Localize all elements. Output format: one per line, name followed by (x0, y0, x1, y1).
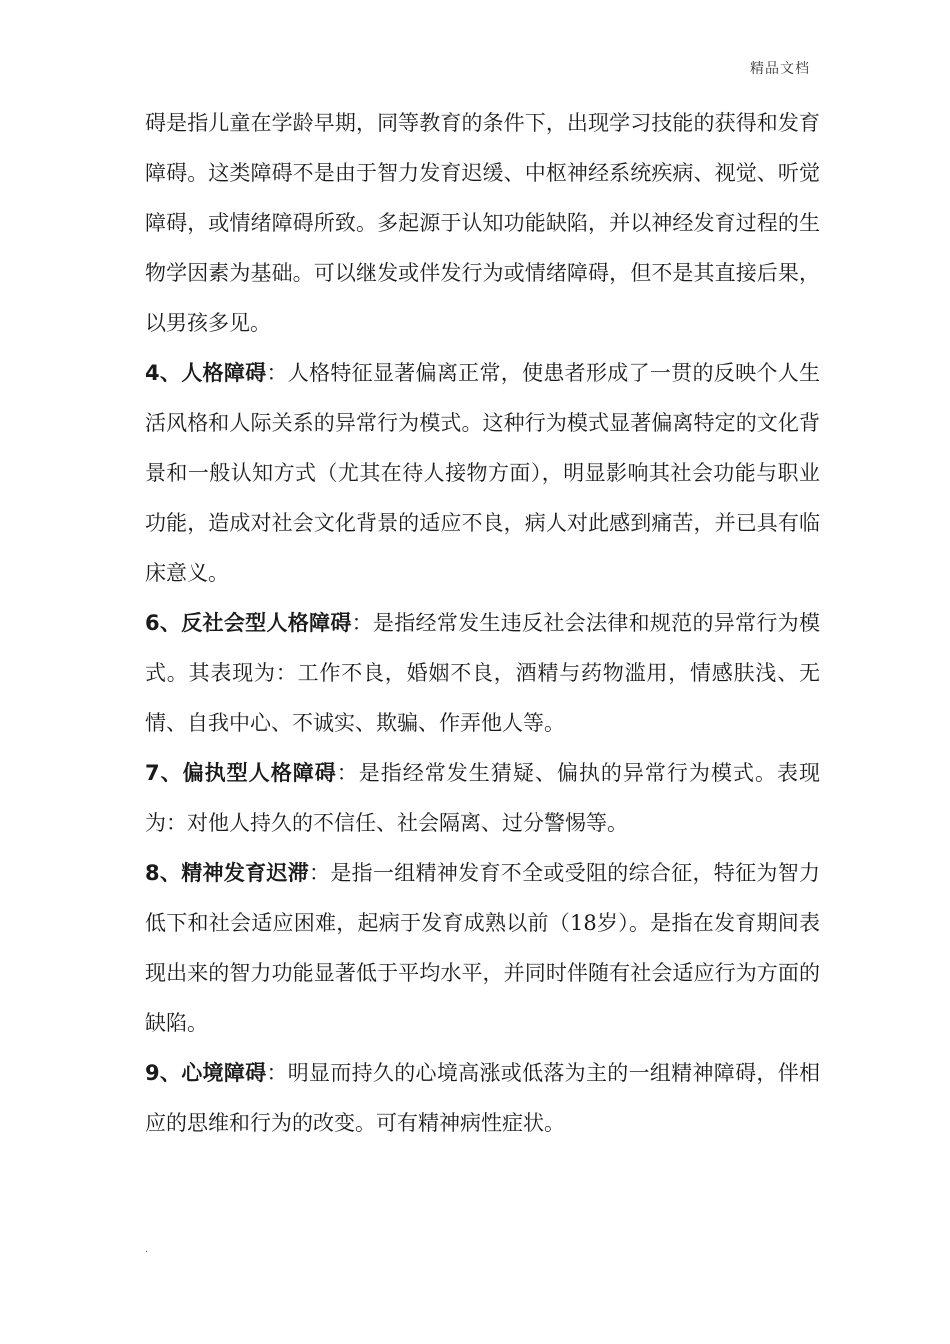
paragraph-learning-disorder (145, 98, 820, 348)
paragraph-text: ：是指经常发生违反社会法律和规范的异常行为模式。其表现为：工作不良，婚姻不良，酒精与药物滥用，情感肤浅、无情、自我中心、不诚实、欺骗、作弄他人等。 (145, 611, 820, 735)
item-number: 8、 (145, 861, 182, 885)
item-number: 4、 (145, 361, 182, 385)
paragraph-mental-retardation (145, 848, 820, 1048)
item-number: 6、 (145, 611, 182, 635)
paragraph-paranoid-personality-disorder (145, 748, 820, 848)
paragraph-text: ：人格特征显著偏离正常，使患者形成了一贯的反映个人生活风格和人际关系的异常行为模式。这种行为模式显著偏离特定的文化背景和一般认知方式（尤其在待人接物方面），明显影响其社会功能与职业功能，造成对社会文化背景的适应不良，病人对此感到痛苦，并已具有临床意义。 (145, 361, 820, 585)
paragraph-mood-disorder (145, 1048, 820, 1148)
term-heading: 精神发育迟滞 (181, 861, 310, 885)
term-heading: 心境障碍 (181, 1061, 267, 1085)
paragraph-text: ：明显而持久的心境高涨或低落为主的一组精神障碍，伴相应的思维和行为的改变。可有精神病性症状。 (145, 1061, 820, 1135)
term-heading: 偏执型人格障碍 (182, 761, 337, 785)
term-heading: 反社会型人格障碍 (181, 611, 352, 635)
paragraph-personality-disorder (145, 348, 820, 598)
paragraph-text: ：是指一组精神发育不全或受阻的综合征，特征为智力低下和社会适应困难，起病于发育成熟以前（18岁）。是指在发育期间表现出来的智力功能显著低于平均水平，并同时伴随有社会适应行为方面的缺陷。 (145, 861, 821, 1035)
paragraph-antisocial-personality-disorder (145, 598, 820, 748)
item-number: 9、 (145, 1061, 182, 1085)
document-body (145, 98, 820, 1148)
term-heading: 人格障碍 (181, 361, 267, 385)
paragraph-text: ：是指经常发生猜疑、偏执的异常行为模式。表现为：对他人持久的不信任、社会隔离、过分警惕等。 (145, 761, 820, 835)
footer-mark: . (145, 1244, 149, 1255)
item-number: 7、 (145, 761, 183, 785)
page-header-label: 精品文档 (750, 61, 810, 77)
paragraph-text: 碍是指儿童在学龄早期，同等教育的条件下，出现学习技能的获得和发育障碍。这类障碍不是由于智力发育迟缓、中枢神经系统疾病、视觉、听觉障碍，或情绪障碍所致。多起源于认知功能缺陷，并以神经发育过程的生物学因素为基础。可以继发或伴发行为或情绪障碍，但不是其直接后果，以男孩多见。 (145, 111, 820, 335)
